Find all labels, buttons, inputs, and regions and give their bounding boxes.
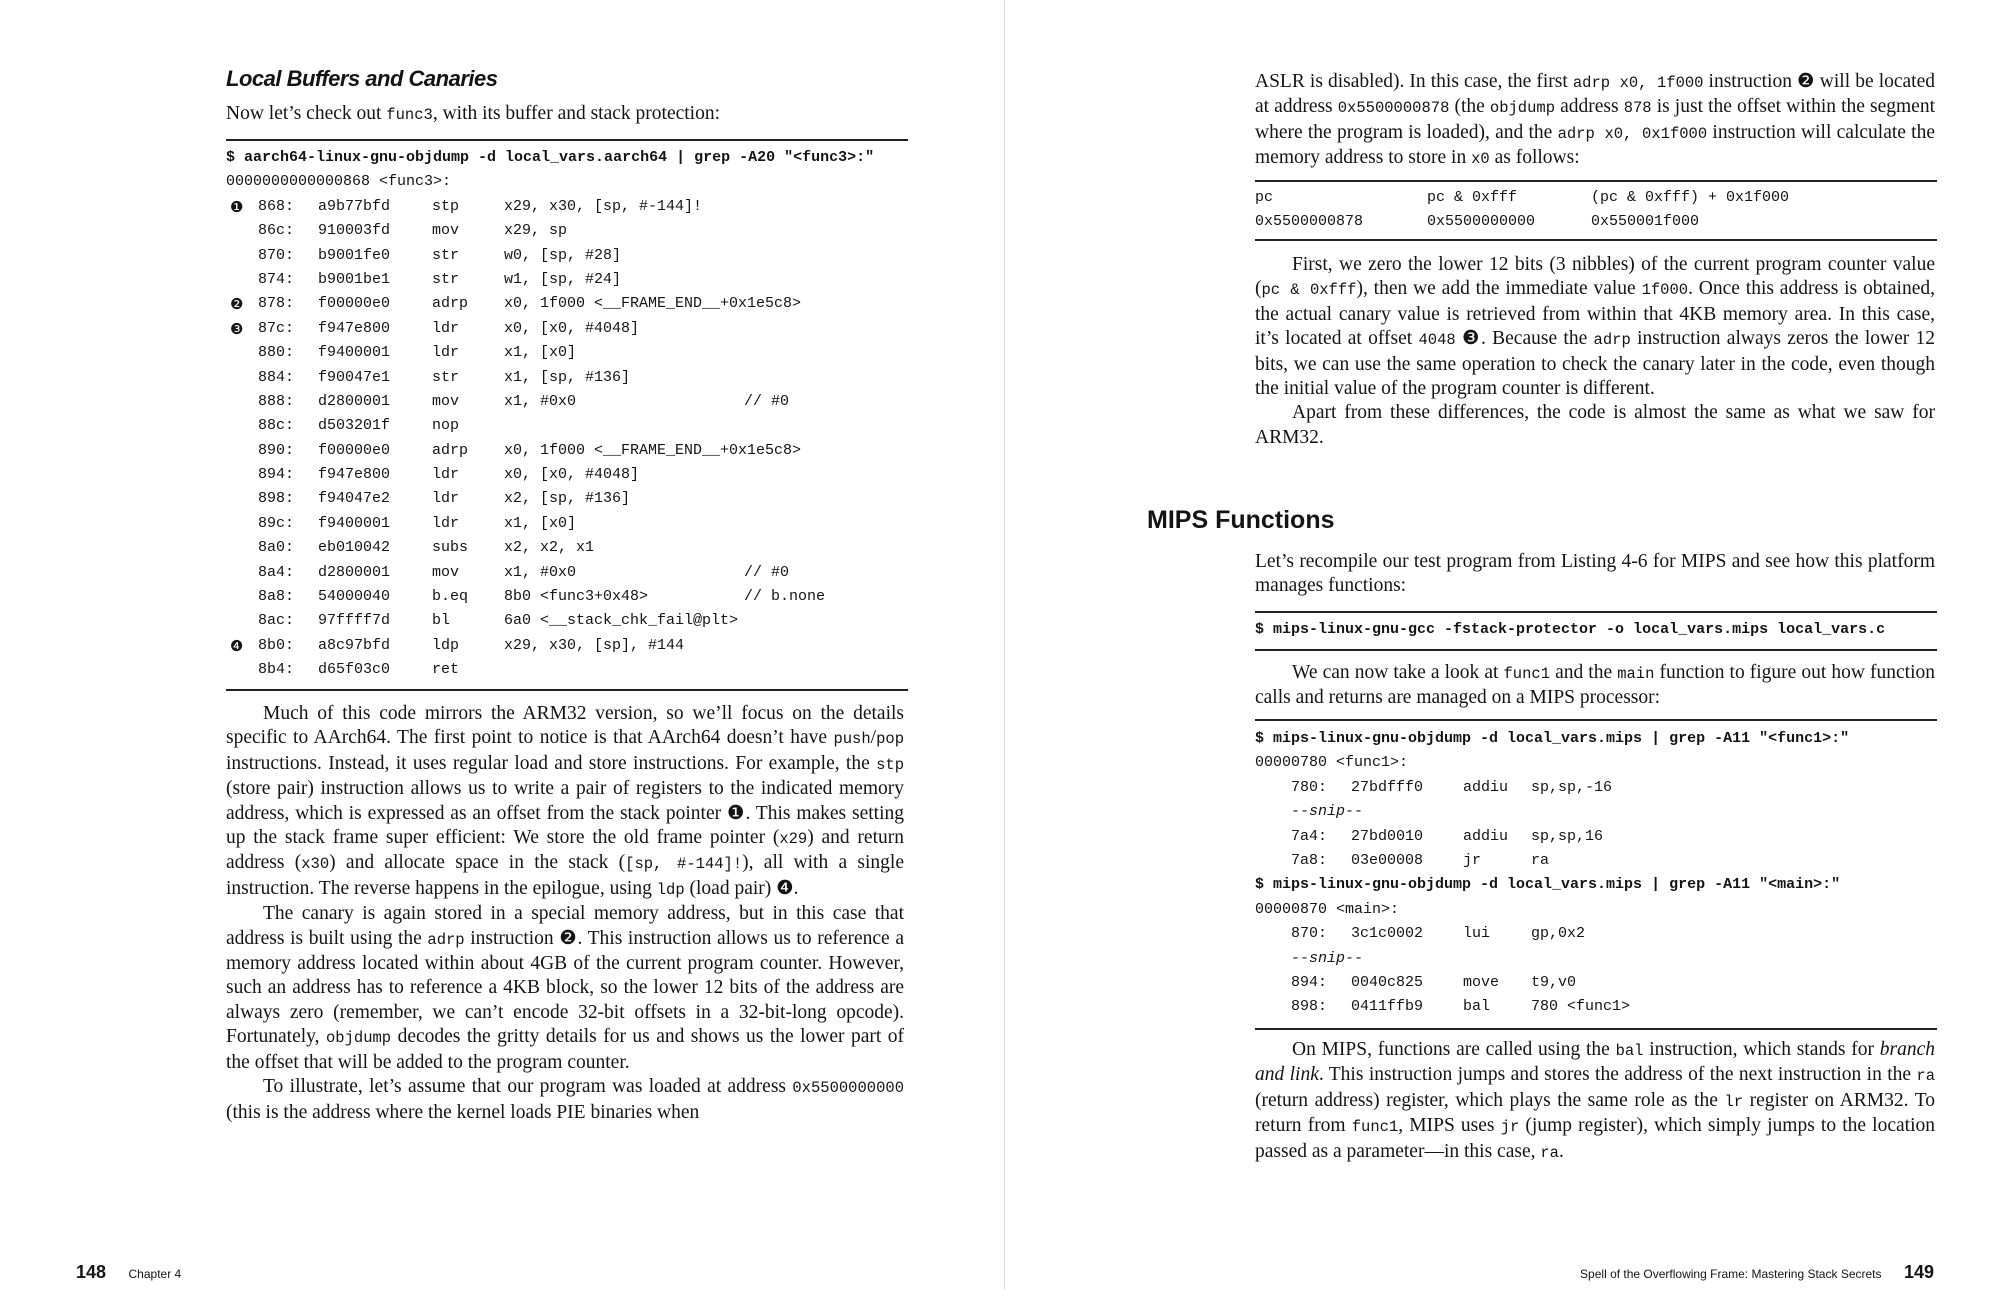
code-opcode: subs bbox=[432, 539, 469, 557]
code-args: x1, #0x0 bbox=[504, 563, 577, 581]
code-snip bbox=[1255, 800, 1937, 824]
code-opcode: lui bbox=[1463, 925, 1491, 943]
code-address: 86c: bbox=[258, 222, 295, 240]
code-row bbox=[226, 512, 916, 536]
code-args: x1, [x0] bbox=[504, 514, 577, 532]
code-args: w0, [sp, #28] bbox=[504, 246, 622, 264]
code-address: 868: bbox=[258, 197, 295, 215]
code-opcode: ldr bbox=[432, 466, 460, 484]
code-row bbox=[226, 195, 916, 219]
page-number: 149 bbox=[1903, 1262, 1934, 1282]
code-opcode: str bbox=[432, 246, 460, 264]
code-header-text: 00000870 <main>: bbox=[1255, 900, 1400, 918]
code-opcode: str bbox=[432, 270, 460, 288]
code-row bbox=[226, 414, 916, 438]
code-address: 7a8: bbox=[1291, 851, 1328, 869]
code-hex: f00000e0 bbox=[318, 295, 391, 313]
callout-marker-icon: ❷ bbox=[230, 295, 244, 314]
code-rows bbox=[226, 195, 916, 683]
code-row bbox=[226, 268, 916, 292]
code-opcode: addiu bbox=[1463, 778, 1509, 796]
code-opcode: ret bbox=[432, 661, 460, 679]
code-comment: // b.none bbox=[744, 588, 826, 606]
code-row bbox=[226, 487, 916, 511]
code-opcode: mov bbox=[432, 222, 460, 240]
code-opcode: move bbox=[1463, 973, 1500, 991]
code-hex: d503201f bbox=[318, 417, 391, 435]
code-header: 0000000000000868 <func3>: bbox=[226, 173, 452, 191]
paragraph-8: On MIPS, functions are called using the bal instruction, which stands for branch and link. This instruction jumps and stores the address of the next instruction in the ra (return address) register, which plays the same role as the lr register on ARM32. To return from func1, MIPS uses jr (jump register), which simply jumps to the location passed as a parameter—in this case, ra. bbox=[1255, 1039, 1935, 1162]
callout-marker-icon: ❹ bbox=[230, 636, 244, 655]
code-hex: 0411ffb9 bbox=[1351, 998, 1424, 1016]
code-opcode: stp bbox=[432, 197, 460, 215]
objdump-listing-func3 bbox=[226, 146, 916, 683]
table-header-row: pc pc & 0xfff (pc & 0xfff) + 0x1f000 bbox=[1255, 189, 1790, 206]
code-hex: eb010042 bbox=[318, 539, 391, 557]
code-command-text: $ mips-linux-gnu-objdump -d local_vars.mips | grep -A11 "<main>:" bbox=[1255, 876, 1841, 894]
code-row bbox=[226, 244, 916, 268]
code-address: 898: bbox=[258, 490, 295, 508]
code-row bbox=[226, 292, 916, 316]
code-snip bbox=[1255, 947, 1937, 971]
code-hex: f947e800 bbox=[318, 466, 391, 484]
code-args: x2, [sp, #136] bbox=[504, 490, 631, 508]
address-calc-table bbox=[1255, 186, 1937, 235]
code-hex: d2800001 bbox=[318, 563, 391, 581]
code-opcode: adrp bbox=[432, 441, 469, 459]
code-address: 8b0: bbox=[258, 636, 295, 654]
code-opcode: bal bbox=[1463, 998, 1491, 1016]
code-address: 894: bbox=[1291, 973, 1328, 991]
code-command bbox=[1255, 727, 1937, 751]
code-address: 890: bbox=[258, 441, 295, 459]
code-hex: 27bdfff0 bbox=[1351, 778, 1424, 796]
code-command-text: $ mips-linux-gnu-objdump -d local_vars.mips | grep -A11 "<func1>:" bbox=[1255, 730, 1850, 747]
code-args: x2, x2, x1 bbox=[504, 539, 595, 557]
code-opcode: b.eq bbox=[432, 588, 469, 606]
callout-marker-icon: ❶ bbox=[230, 197, 244, 216]
body-text-right-middle bbox=[1255, 253, 1935, 450]
compile-top-rule bbox=[1255, 611, 1937, 613]
code-row bbox=[226, 585, 916, 609]
code-address: 894: bbox=[258, 466, 295, 484]
compile-bottom-rule bbox=[1255, 649, 1937, 651]
code-args: x1, [sp, #136] bbox=[504, 368, 631, 386]
code-opcode: addiu bbox=[1463, 827, 1509, 845]
code-hex: f9400001 bbox=[318, 514, 391, 532]
code-opcode: ldr bbox=[432, 514, 460, 532]
code-hex: d65f03c0 bbox=[318, 661, 391, 679]
left-folio bbox=[76, 1262, 181, 1283]
objdump-listing-mips bbox=[1255, 727, 1937, 1020]
code-command bbox=[1255, 873, 1937, 897]
code-hex: f00000e0 bbox=[318, 441, 391, 459]
code-address: 8a0: bbox=[258, 539, 295, 557]
code-hex: f947e800 bbox=[318, 319, 391, 337]
code-opcode: jr bbox=[1463, 851, 1482, 869]
code-hex: f94047e2 bbox=[318, 490, 391, 508]
code-address: 884: bbox=[258, 368, 295, 386]
code-args: gp,0x2 bbox=[1531, 925, 1586, 943]
code-hex: 03e00008 bbox=[1351, 851, 1424, 869]
intro-paragraph: Now let’s check out func3, with its buffer and stack protection: bbox=[226, 103, 721, 124]
callout-3-icon: ❸ bbox=[1462, 328, 1481, 350]
code-args: w1, [sp, #24] bbox=[504, 270, 622, 288]
paragraph-6: Let’s recompile our test program from Listing 4-6 for MIPS and see how this platform manages functions: bbox=[1255, 551, 1935, 597]
code-row bbox=[1255, 922, 1937, 946]
paragraph-7: We can now take a look at func1 and the main function to figure out how function calls and returns are managed on a MIPS processor: bbox=[1255, 662, 1936, 709]
compile-command: $ mips-linux-gnu-gcc -fstack-protector -o local_vars.mips local_vars.c bbox=[1255, 621, 1886, 638]
code-args: x29, x30, [sp], #144 bbox=[504, 636, 685, 654]
code-hex: a9b77bfd bbox=[318, 197, 391, 215]
body-text-left bbox=[226, 702, 904, 1125]
callout-2-icon: ❷ bbox=[559, 927, 578, 949]
code-address: 870: bbox=[1291, 925, 1328, 943]
code-args: x0, [x0, #4048] bbox=[504, 319, 640, 337]
code-hex: 97ffff7d bbox=[318, 612, 391, 630]
code-address: 7a4: bbox=[1291, 827, 1328, 845]
code-row bbox=[226, 341, 916, 365]
section-title-mips-functions: MIPS Functions bbox=[1147, 506, 1335, 534]
running-footer: Spell of the Overflowing Frame: Mastering Stack Secrets bbox=[1580, 1267, 1882, 1281]
code-opcode: bl bbox=[432, 612, 451, 630]
code-opcode: nop bbox=[432, 417, 460, 435]
table-top-rule bbox=[1255, 180, 1937, 182]
code-args: x29, sp bbox=[504, 222, 568, 240]
section-title-local-buffers: Local Buffers and Canaries bbox=[226, 66, 498, 91]
code-args: x1, #0x0 bbox=[504, 392, 577, 410]
callout-marker-icon: ❸ bbox=[230, 319, 244, 338]
code-opcode: str bbox=[432, 368, 460, 386]
code-args: x1, [x0] bbox=[504, 344, 577, 362]
code-snip-text: --snip-- bbox=[1291, 803, 1364, 821]
code-args: ra bbox=[1531, 851, 1550, 869]
code-address: 878: bbox=[258, 295, 295, 313]
code-address: 8a8: bbox=[258, 588, 295, 606]
code-address: 888: bbox=[258, 392, 295, 410]
code-opcode: ldr bbox=[432, 490, 460, 508]
code-opcode: ldp bbox=[432, 636, 460, 654]
paragraph-2: The canary is again stored in a special memory address, but in this case that address is built using the adrp instruction ❷. This instruction allows us to reference a memory address located within about 4GB of the current program counter. However, such an address has to reference a 4KB block, so the lower 12 bits of the address are always zero (remember, we can’t encode 32-bit offsets in a 32-bit-long opcode). Fortunately, objdump decodes the gritty details for us and shows us the lower part of the offset that will be added to the program counter. bbox=[226, 903, 905, 1073]
code-address: 8ac: bbox=[258, 612, 295, 630]
code-args: 8b0 <func3+0x48> bbox=[504, 588, 649, 606]
code-snip-text: --snip-- bbox=[1291, 949, 1364, 967]
code-address: 88c: bbox=[258, 417, 295, 435]
code-hex: f9400001 bbox=[318, 344, 391, 362]
code-top-rule bbox=[226, 139, 908, 141]
code-args: 6a0 <__stack_chk_fail@plt> bbox=[504, 612, 739, 630]
code-hex: b9001fe0 bbox=[318, 246, 391, 264]
paragraph-5: Apart from these differences, the code is almost the same as what we saw for ARM32. bbox=[1255, 402, 1935, 448]
paragraph-4: First, we zero the lower 12 bits (3 nibbles) of the current program counter value (pc & 0xfff), then we add the immediate value 1f000. Once this address is obtained, the actual canary value is retrieved from within that 4KB memory area. In this case, it’s located at offset 4048 ❸. Because the adrp instruction always zeros the lower 12 bits, we can use the same operation to check the canary later in the code, even though the initial value of the program counter is different. bbox=[1255, 254, 1936, 400]
code-address: 87c: bbox=[258, 319, 295, 337]
code-args: t9,v0 bbox=[1531, 973, 1577, 991]
code-args: 780 <func1> bbox=[1531, 998, 1631, 1016]
right-folio bbox=[1580, 1262, 1934, 1283]
table-row: 0x5500000878 0x5500000000 0x550001f000 bbox=[1255, 213, 1700, 231]
code-hex: d2800001 bbox=[318, 392, 391, 410]
code-address: 780: bbox=[1291, 778, 1328, 796]
callout-4-icon: ❹ bbox=[776, 877, 794, 899]
code-opcode: mov bbox=[432, 563, 460, 581]
code-hex: 54000040 bbox=[318, 588, 391, 606]
code-row bbox=[226, 366, 916, 390]
code-address: 880: bbox=[258, 344, 295, 362]
code-row bbox=[1255, 995, 1937, 1019]
code-row bbox=[1255, 971, 1937, 995]
code-row bbox=[226, 609, 916, 633]
code-row bbox=[226, 439, 916, 463]
code-row bbox=[226, 561, 916, 585]
callout-1-icon: ❶ bbox=[726, 802, 746, 824]
page-number: 148 bbox=[76, 1262, 107, 1282]
code-opcode: ldr bbox=[432, 344, 460, 362]
code-address: 89c: bbox=[258, 514, 295, 532]
code-opcode: mov bbox=[432, 392, 460, 410]
code-args: x0, 1f000 <__FRAME_END__+0x1e5c8> bbox=[504, 295, 802, 313]
code-row bbox=[226, 536, 916, 560]
code-address: 870: bbox=[258, 246, 295, 264]
paragraph-3: To illustrate, let’s assume that our program was loaded at address 0x5500000000 (this is the address where the kernel loads PIE binaries when bbox=[226, 1076, 904, 1123]
code-header-text: 00000780 <func1>: bbox=[1255, 754, 1409, 772]
code-bottom-rule bbox=[226, 689, 908, 691]
code-address: 8a4: bbox=[258, 563, 295, 581]
code-command: $ aarch64-linux-gnu-objdump -d local_vars.aarch64 | grep -A20 "<func3>:" bbox=[226, 149, 875, 166]
table-bottom-rule bbox=[1255, 239, 1937, 241]
callout-2-icon: ❷ bbox=[1797, 71, 1815, 92]
code-hex: f90047e1 bbox=[318, 368, 391, 386]
code-row bbox=[226, 390, 916, 414]
code-opcode: adrp bbox=[432, 295, 469, 313]
code-row bbox=[226, 658, 916, 682]
running-footer: Chapter 4 bbox=[128, 1267, 182, 1281]
code-comment: // #0 bbox=[744, 392, 790, 410]
code-hex: 0040c825 bbox=[1351, 973, 1424, 991]
paragraph-1: Much of this code mirrors the ARM32 version, so we’ll focus on the details specific to AArch64. The first point to notice is that AArch64 doesn’t have push/pop instructions. Instead, it uses regular load and store instructions. For example, the stp (store pair) instruction allows us to write a pair of registers to the indicated memory address, which is expressed as an offset from the stack pointer ❶. This makes setting up the stack frame super efficient: We store the old frame pointer (x29) and return address (x30) and allocate space in the stack ([sp, #-144]!), all with a single instruction. The reverse happens in the epilogue, using ldp (load pair) ❹. bbox=[226, 703, 904, 899]
code-args: sp,sp,-16 bbox=[1531, 778, 1613, 796]
code-hex: 910003fd bbox=[318, 222, 391, 240]
code-args: x29, x30, [sp, #-144]! bbox=[504, 197, 703, 215]
right-page bbox=[1005, 0, 2010, 1290]
code-args: x0, [x0, #4048] bbox=[504, 466, 640, 484]
code-row bbox=[226, 219, 916, 243]
code-row bbox=[1255, 825, 1937, 849]
mips-code-bottom-rule bbox=[1255, 1028, 1937, 1030]
code-address: 8b4: bbox=[258, 661, 295, 679]
code-address: 874: bbox=[258, 270, 295, 288]
code-row bbox=[1255, 849, 1937, 873]
code-row bbox=[226, 634, 916, 658]
code-hex: a8c97bfd bbox=[318, 636, 391, 654]
code-args: x0, 1f000 <__FRAME_END__+0x1e5c8> bbox=[504, 441, 802, 459]
code-hex: b9001be1 bbox=[318, 270, 391, 288]
code-header bbox=[1255, 898, 1937, 922]
code-address: 898: bbox=[1291, 998, 1328, 1016]
code-opcode: ldr bbox=[432, 319, 460, 337]
code-args: sp,sp,16 bbox=[1531, 827, 1604, 845]
code-row bbox=[226, 317, 916, 341]
paragraph-continued: ASLR is disabled). In this case, the first adrp x0, 1f000 instruction ❷ will be located at address 0x5500000878 (the objdump address 878 is just the offset within the segment where the program is loaded), and the adrp x0, 0x1f000 instruction will calculate the memory address to store in x0 as follows: bbox=[1255, 71, 1935, 169]
body-text-right-top bbox=[1255, 70, 1935, 172]
code-row bbox=[1255, 776, 1937, 800]
code-hex: 3c1c0002 bbox=[1351, 925, 1424, 943]
mips-code-top-rule bbox=[1255, 719, 1937, 721]
code-comment: // #0 bbox=[744, 563, 790, 581]
code-hex: 27bd0010 bbox=[1351, 827, 1424, 845]
code-header bbox=[1255, 751, 1937, 775]
code-row bbox=[226, 463, 916, 487]
